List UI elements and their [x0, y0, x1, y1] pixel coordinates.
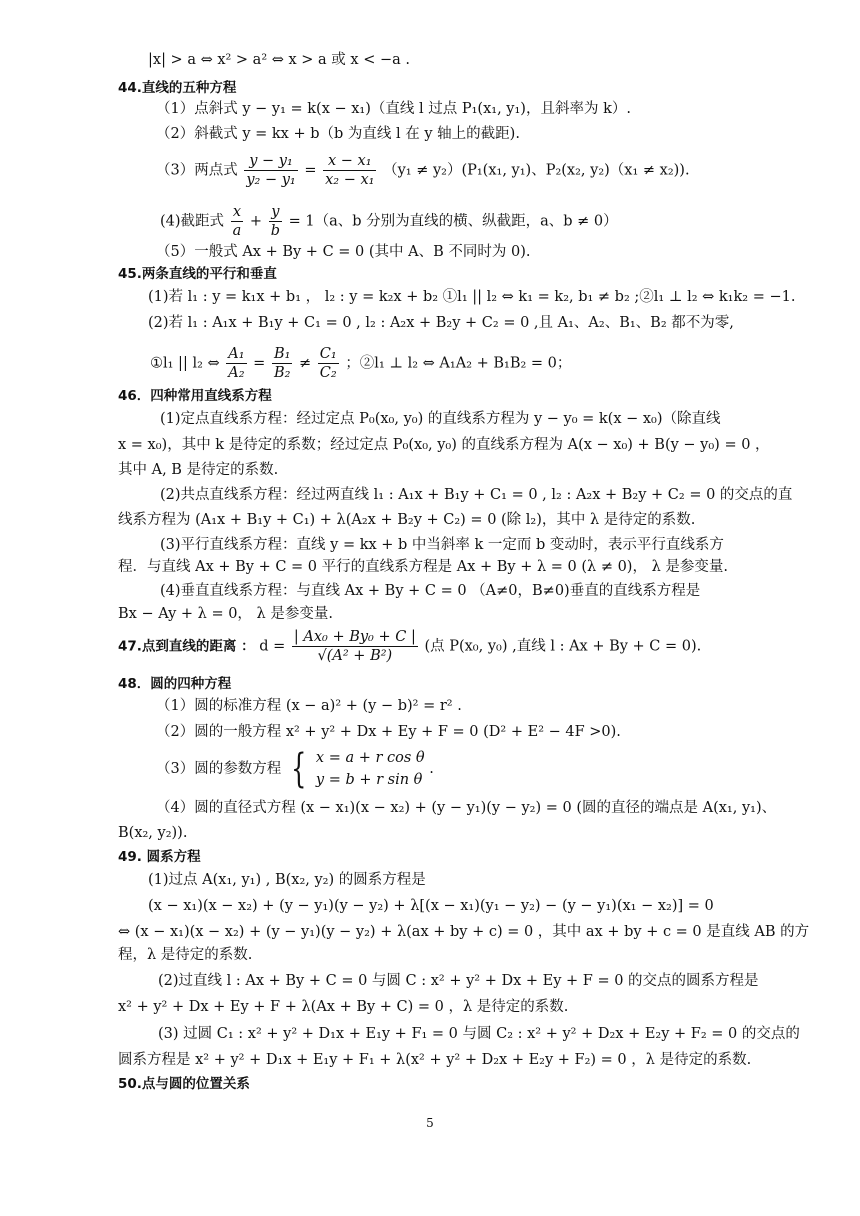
circle-family-line-8: 圆系方程是 x² + y² + D₁x + E₁y + F₁ + λ(x² + y² + D₂x + E₂y + F₂) = 0 ，λ 是待定的系数.	[118, 1052, 752, 1068]
fraction-denominator: √(A² + B²)	[317, 648, 393, 664]
parametric-label: （3）圆的参数方程	[156, 761, 286, 777]
circle-parametric-line	[156, 747, 434, 791]
perpendicular-condition: ；②l₁ ⊥ l₂ ⇔ A₁A₂ + B₁B₂ = 0；	[345, 355, 572, 372]
intercept-fraction-y	[269, 203, 282, 240]
coefficient-conditions-line	[150, 345, 571, 382]
intercept-conditions: = 1（a、b 分别为直线的横、纵截距，a、b ≠ 0）	[288, 213, 618, 230]
fraction-numerator: A₁	[228, 346, 245, 362]
parallel-perpendicular-slope-line: (1)若 l₁ : y = k₁x + b₁ ， l₂ : y = k₂x + b₂ ①l₁ || l₂ ⇔ k₁ = k₂, b₁ ≠ b₂ ;②l₁ ⊥ l₂ ⇔ k₁k₂ = −1.	[148, 289, 796, 305]
fraction-a	[226, 345, 246, 382]
abs-inequality-line: |x| > a ⇔ x² > a² ⇔ x > a 或 x < −a .	[148, 52, 410, 68]
parallel-family-line-1: (3)平行直线系方程：直线 y = kx + b 中当斜率 k 一定而 b 变动时，表示平行直线系方	[160, 537, 724, 553]
perpendicular-family-line-2: Bx − Ay + λ = 0， λ 是参变量.	[118, 606, 333, 622]
equals-sign: =	[304, 162, 322, 179]
parallel-condition-label: ①l₁ || l₂ ⇔	[150, 355, 225, 372]
parametric-x: x = a + r cos θ	[315, 750, 425, 766]
heading-47: 47.点到直线的距离 ：	[118, 638, 255, 655]
point-slope-line: （1）点斜式 y − y₁ = k(x − x₁)（直线 l 过点 P₁(x₁, y₁)，且斜率为 k）.	[156, 101, 631, 117]
heading-45: 45.两条直线的平行和垂直	[118, 266, 277, 282]
equals-sign: =	[253, 355, 270, 372]
perpendicular-family-line-1: (4)垂直直线系方程：与直线 Ax + By + C = 0 （A≠0，B≠0)垂直的直线系方程是	[160, 583, 701, 599]
fraction-denominator: b	[270, 223, 280, 239]
circle-diameter-line-2: B(x₂, y₂)).	[118, 825, 188, 841]
fraction-numerator: x	[231, 203, 244, 222]
page-number: 5	[426, 1116, 434, 1130]
fraction-denominator: x₂ − x₁	[325, 172, 375, 188]
fraction-denominator: a	[232, 223, 242, 239]
heading-46: 46．四种常用直线系方程	[118, 388, 272, 404]
parametric-y: y = b + r sin θ	[315, 772, 423, 788]
circle-family-line-2: (x − x₁)(x − x₂) + (y − y₁)(y − y₂) + λ[(x − x₁)(y₁ − y₂) − (y − y₁)(x₁ − x₂)] = 0	[148, 898, 714, 914]
intercept-form-line	[160, 203, 618, 240]
heading-48: 48．圆的四种方程	[118, 676, 232, 692]
parallel-family-line-2: 程．与直线 Ax + By + C = 0 平行的直线系方程是 Ax + By + λ = 0 (λ ≠ 0)， λ 是参变量.	[118, 559, 728, 575]
fraction-denominator: A₂	[228, 365, 245, 381]
fraction-b	[272, 345, 292, 382]
fraction-denominator: y₂ − y₁	[246, 172, 296, 188]
circle-diameter-line-1: （4）圆的直径式方程 (x − x₁)(x − x₂) + (y − y₁)(y − y₂) = 0 (圆的直径的端点是 A(x₁, y₁)、	[156, 800, 777, 816]
circle-family-line-7: (3) 过圆 C₁ : x² + y² + D₁x + E₁y + F₁ = 0 与圆 C₂ : x² + y² + D₂x + E₂y + F₂ = 0 的交点的	[158, 1026, 800, 1042]
intercept-fraction-x	[231, 203, 244, 240]
fraction-numerator: C₁	[319, 346, 337, 362]
distance-symbol: d =	[259, 638, 290, 655]
two-point-line	[156, 152, 690, 189]
concurrent-family-line-2: 线系方程为 (A₁x + B₁y + C₁) + λ(A₂x + B₂y + C₂) = 0 (除 l₂)，其中 λ 是待定的系数.	[118, 512, 696, 528]
fraction-numerator: B₁	[273, 346, 291, 362]
heading-50: 50.点与圆的位置关系	[118, 1076, 250, 1092]
circle-family-line-1: (1)过点 A(x₁, y₁) , B(x₂, y₂) 的圆系方程是	[148, 872, 426, 888]
circle-standard-line: （1）圆的标准方程 (x − a)² + (y − b)² = r² .	[156, 698, 462, 714]
fraction-numerator: y − y₁	[244, 152, 297, 171]
general-form-line: （5）一般式 Ax + By + C = 0 (其中 A、B 不同时为 0).	[156, 244, 531, 260]
circle-family-line-4: 程，λ 是待定的系数.	[118, 947, 253, 963]
point-line-distance-line	[118, 628, 701, 665]
fraction-numerator: x − x₁	[323, 152, 376, 171]
plus-sign: +	[249, 213, 267, 230]
heading-49: 49. 圆系方程	[118, 849, 201, 865]
circle-family-line-5: (2)过直线 l : Ax + By + C = 0 与圆 C : x² + y² + Dx + Ey + F = 0 的交点的圆系方程是	[158, 973, 759, 989]
circle-family-line-6: x² + y² + Dx + Ey + F + λ(Ax + By + C) = 0 ，λ 是待定的系数.	[118, 999, 569, 1015]
intercept-label: (4)截距式	[160, 213, 229, 230]
fixed-point-family-line-2: x = x₀)，其中 k 是待定的系数；经过定点 P₀(x₀, y₀) 的直线系方程为 A(x − x₀) + B(y − y₀) = 0 ，	[118, 437, 770, 453]
fraction-denominator: C₂	[319, 365, 337, 381]
two-point-label: （3）两点式	[156, 162, 243, 179]
general-coefficients-line: (2)若 l₁ : A₁x + B₁y + C₁ = 0 , l₂ : A₂x + B₂y + C₂ = 0 ,且 A₁、A₂、B₁、B₂ 都不为零,	[148, 315, 734, 331]
concurrent-family-line-1: (2)共点直线系方程：经过两直线 l₁ : A₁x + B₁y + C₁ = 0 , l₂ : A₂x + B₂y + C₂ = 0 的交点的直	[160, 487, 793, 503]
circle-family-line-3: ⇔ (x − x₁)(x − x₂) + (y − y₁)(y − y₂) + λ(ax + by + c) = 0 ，其中 ax + by + c = 0 是直线 AB 的方	[118, 924, 810, 940]
heading-44: 44.直线的五种方程	[118, 80, 237, 96]
two-point-conditions: （y₁ ≠ y₂）(P₁(x₁, y₁)、P₂(x₂, y₂)（x₁ ≠ x₂)).	[383, 162, 690, 179]
distance-note: (点 P(x₀, y₀) ,直线 l : Ax + By + C = 0).	[424, 638, 702, 655]
parametric-period: .	[429, 761, 434, 777]
not-equals-sign: ≠	[299, 355, 316, 372]
slope-intercept-line: （2）斜截式 y = kx + b（b 为直线 l 在 y 轴上的截距).	[156, 126, 520, 142]
fraction-c	[318, 345, 339, 382]
two-point-fraction-x	[323, 152, 376, 189]
fraction-numerator: | Ax₀ + By₀ + C |	[293, 629, 416, 645]
left-brace-icon: {	[290, 746, 307, 792]
circle-general-line: （2）圆的一般方程 x² + y² + Dx + Ey + F = 0 (D² + E² − 4F >0).	[156, 724, 621, 740]
fraction-numerator: y	[269, 203, 282, 222]
parametric-system	[316, 747, 425, 791]
fixed-point-family-line-1: (1)定点直线系方程：经过定点 P₀(x₀, y₀) 的直线系方程为 y − y₀ = k(x − x₀)（除直线	[160, 411, 721, 427]
distance-fraction	[292, 628, 418, 665]
two-point-fraction-y	[244, 152, 297, 189]
fraction-denominator: B₂	[273, 365, 291, 381]
fixed-point-family-line-3: 其中 A, B 是待定的系数.	[118, 462, 279, 478]
